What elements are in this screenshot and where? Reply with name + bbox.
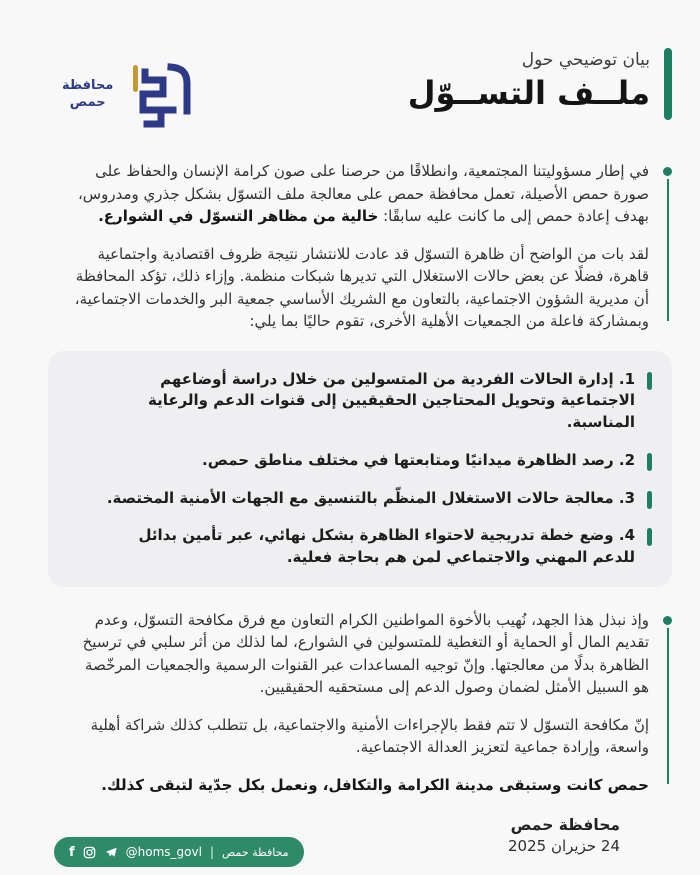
rail-dot	[663, 167, 672, 176]
paragraph-3: وإذ نبذل هذا الجهد، نُهيب بالأخوة المواطنين الكرام التعاون مع فرق مكافحة التسوّل، وعدم تقديم المال أو الحماية أو التغطية للمتسولين في الشوارع، لما لذلك من أثر سلبي في ترسيخ الظاهرة بدلًا من معالجتها. وإنّ توجيه المساعدات عبر القنوات الرسمية والجمعيات المرخّصة هو السبيل الأمثل لضمان وصول الدعم إلى مستحقيه الحقيقيين.	[82, 610, 649, 697]
rail-line	[667, 179, 669, 321]
item-accent-bar	[647, 491, 652, 509]
paragraph-1	[68, 160, 649, 228]
paragraph-1-bold-text: خالية من مظاهر التسوّل في الشوارع.	[98, 207, 379, 225]
measure-item-4-text: 4. وضع خطة تدريجية لاحتواء الظاهرة بشكل نهائي، عبر تأمين بدائل للدعم المهني والاجتماعي لمن هم بحاجة فعلية.	[138, 526, 635, 566]
logo-wordmark-line1: محافظة	[62, 78, 114, 94]
section-rail	[663, 160, 672, 333]
statement-body	[0, 160, 700, 855]
section-rail	[663, 609, 672, 797]
item-accent-bar	[647, 528, 652, 546]
closing-section	[48, 609, 672, 797]
footer-org-name: محافظة حمص	[222, 845, 289, 859]
measure-item-2	[68, 450, 652, 472]
instagram-icon	[83, 846, 96, 859]
paragraph-2: لقد بات من الواضح أن ظاهرة التسوّل قد عادت للانتشار نتيجة ظروف اقتصادية واجتماعية قاهرة، فضلًا عن بعض حالات الاستغلال التي تديرها شبكات منظمة. وإزاء ذلك، تؤكد المحافظة أن مديرية الشؤون الاجتماعية، بالتعاون مع الشريك الأساسي جمعية البر والخدمات الاجتماعية، وبمشاركة فاعلة من الجمعيات الأهلية الأخرى، تقوم حاليًا بما يلي:	[74, 244, 649, 330]
measure-item-4	[68, 525, 652, 569]
logo-wordmark-line2: حمص	[69, 95, 106, 110]
item-accent-bar	[647, 372, 652, 390]
measures-box	[48, 351, 672, 587]
facebook-icon: f	[69, 844, 75, 860]
rail-dot	[663, 616, 672, 625]
title-accent-bar	[664, 48, 672, 120]
statement-title: ملــف التســوّل	[407, 74, 650, 112]
intro-section	[48, 160, 672, 333]
footer-separator: |	[209, 845, 214, 859]
paragraph-4: إنّ مكافحة التسوّل لا تتم فقط بالإجراءات الأمنية والاجتماعية، بل تتطلب كذلك شراكة أهلية واسعة، وإرادة جماعية لتعزيز العدالة الاجتماعية.	[90, 715, 649, 757]
measure-item-3	[68, 488, 652, 510]
title-block	[408, 48, 672, 120]
statement-subtitle: بيان توضيحي حول	[521, 50, 650, 70]
header	[0, 0, 700, 132]
measure-item-2-text: 2. رصد الظاهرة ميدانيًا ومتابعتها في مختلف مناطق حمص.	[202, 450, 635, 469]
measure-item-3-text: 3. معالجة حالات الاستغلال المنظّم بالتنسيق مع الجهات الأمنية المختصة.	[106, 488, 635, 507]
measure-item-1-text: 1. إدارة الحالات الفردية من المتسولين من خلال دراسة أوضاعهم الاجتماعية وتحويل المحتاجين الحقيقيين إلى قنوات الدعم والرعاية المناسبة.	[147, 369, 635, 431]
signature-date: 24 حزيران 2025	[507, 837, 620, 856]
item-accent-bar	[647, 453, 652, 471]
telegram-icon	[104, 846, 118, 859]
paragraph-5-bold: حمص كانت وستبقى مدينة الكرامة والتكافل، ونعمل بكل جدّية لتبقى كذلك.	[101, 775, 649, 794]
social-media-bar	[54, 837, 304, 867]
homs-governorate-logo	[62, 58, 195, 132]
measure-item-1	[68, 369, 652, 434]
rail-line	[667, 628, 669, 785]
signature-org: محافظة حمص	[510, 816, 620, 835]
governorate-emblem-icon	[121, 58, 195, 132]
logo-wordmark	[62, 78, 113, 112]
social-handle: @homs_govl	[125, 845, 202, 859]
paragraph-1-text: في إطار مسؤوليتنا المجتمعية، وانطلاقًا من حرصنا على صون كرامة الإنسان والحفاظ على صورة حمص الأصيلة، تعمل محافظة حمص على معالجة ملف التسوّل بشكل جذري ومدروس، بهدف إعادة حمص إلى ما كانت عليه سابقًا:	[77, 162, 649, 225]
